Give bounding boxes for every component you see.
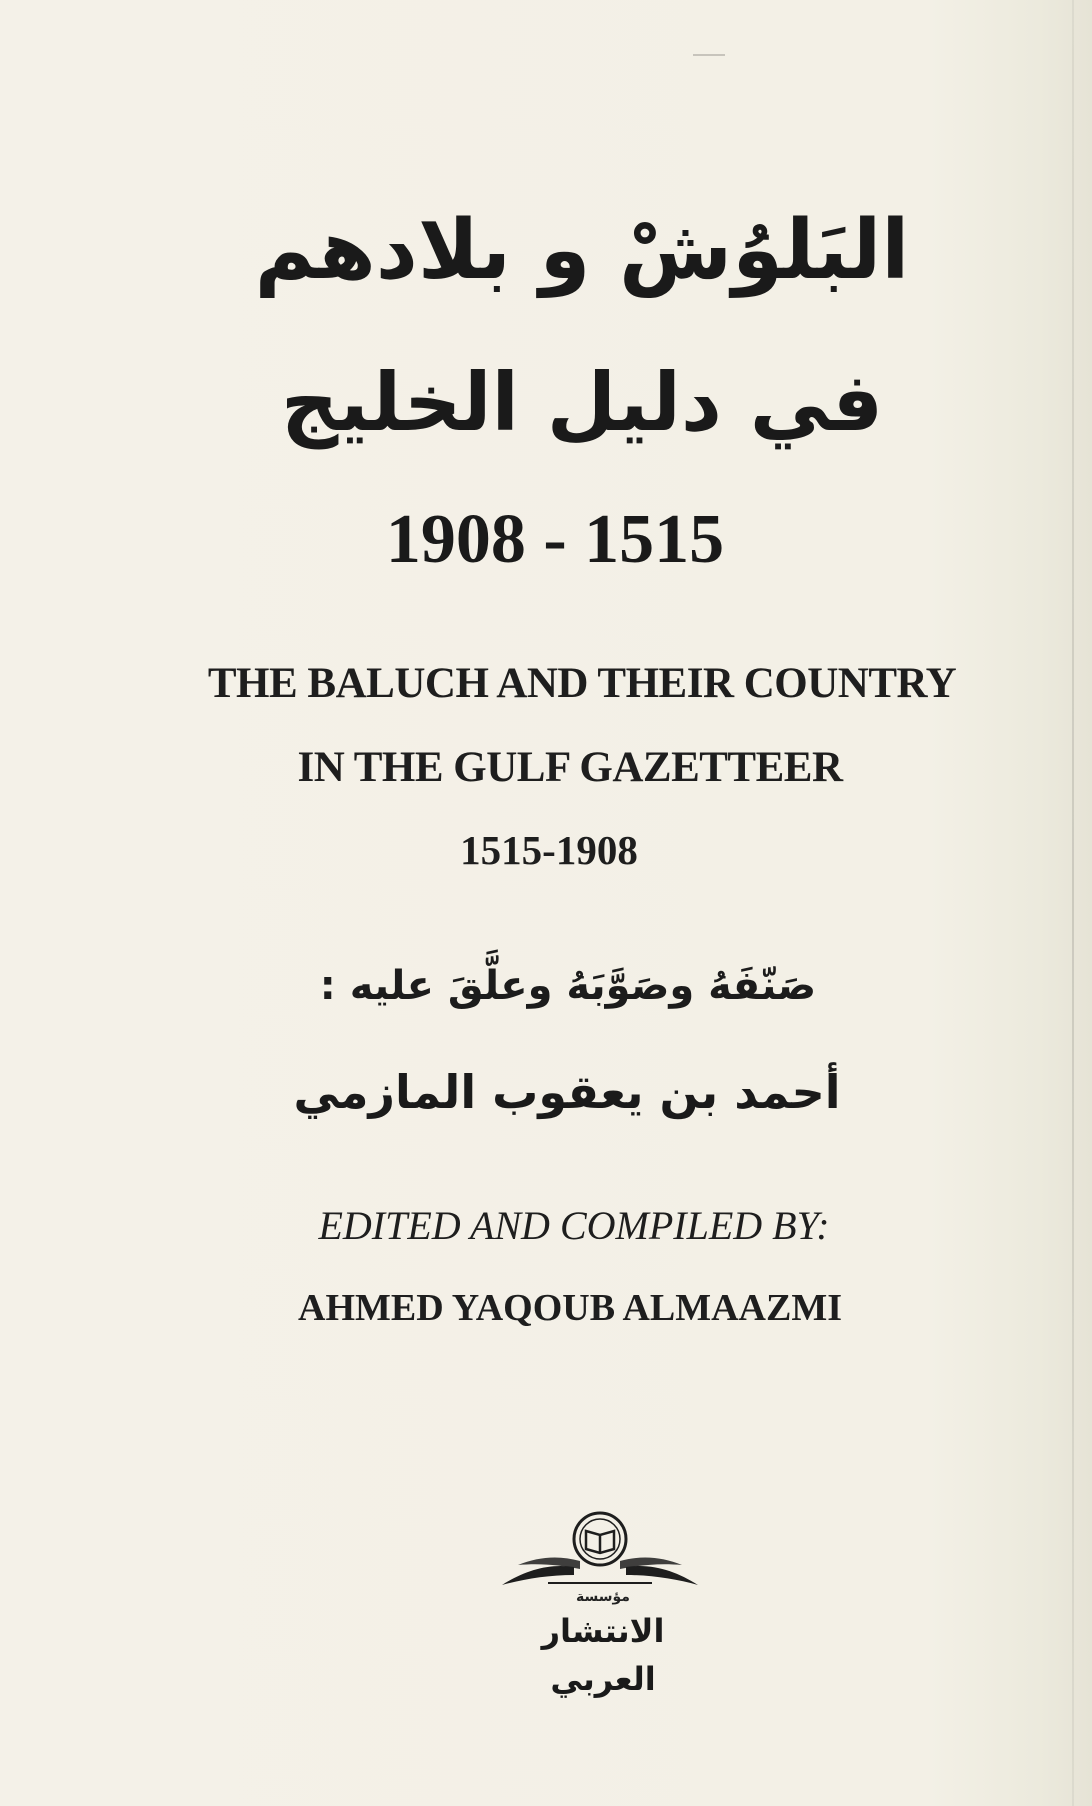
english-author-name: AHMED YAQOUB ALMAAZMI — [298, 1287, 842, 1329]
publisher-name: الانتشار العربي — [541, 1612, 665, 1698]
arabic-title-line-1: البَلوُشْ و بلادهم — [254, 203, 910, 298]
arabic-compiled-by-label: صَنّفَهُ وصَوَّبَهُ وعلَّقَ عليه : — [319, 963, 817, 1009]
english-title-years: 1515-1908 — [460, 827, 638, 873]
english-edited-by-label: EDITED AND COMPILED BY: — [318, 1203, 830, 1248]
paper-mark — [693, 54, 725, 56]
arabic-author-name: أحمد بن يعقوب المازمي — [293, 1065, 841, 1119]
arabic-title-line-2: في دليل الخليج — [280, 356, 884, 449]
arabic-title-years: 1908 - 1515 — [385, 501, 725, 578]
english-title-line-1: THE BALUCH AND THEIR COUNTRY — [207, 660, 957, 707]
publisher-small-label: مؤسسة — [576, 1589, 630, 1605]
publisher-logo — [488, 1505, 718, 1698]
english-title-line-2: IN THE GULF GAZETTEER — [297, 744, 843, 791]
